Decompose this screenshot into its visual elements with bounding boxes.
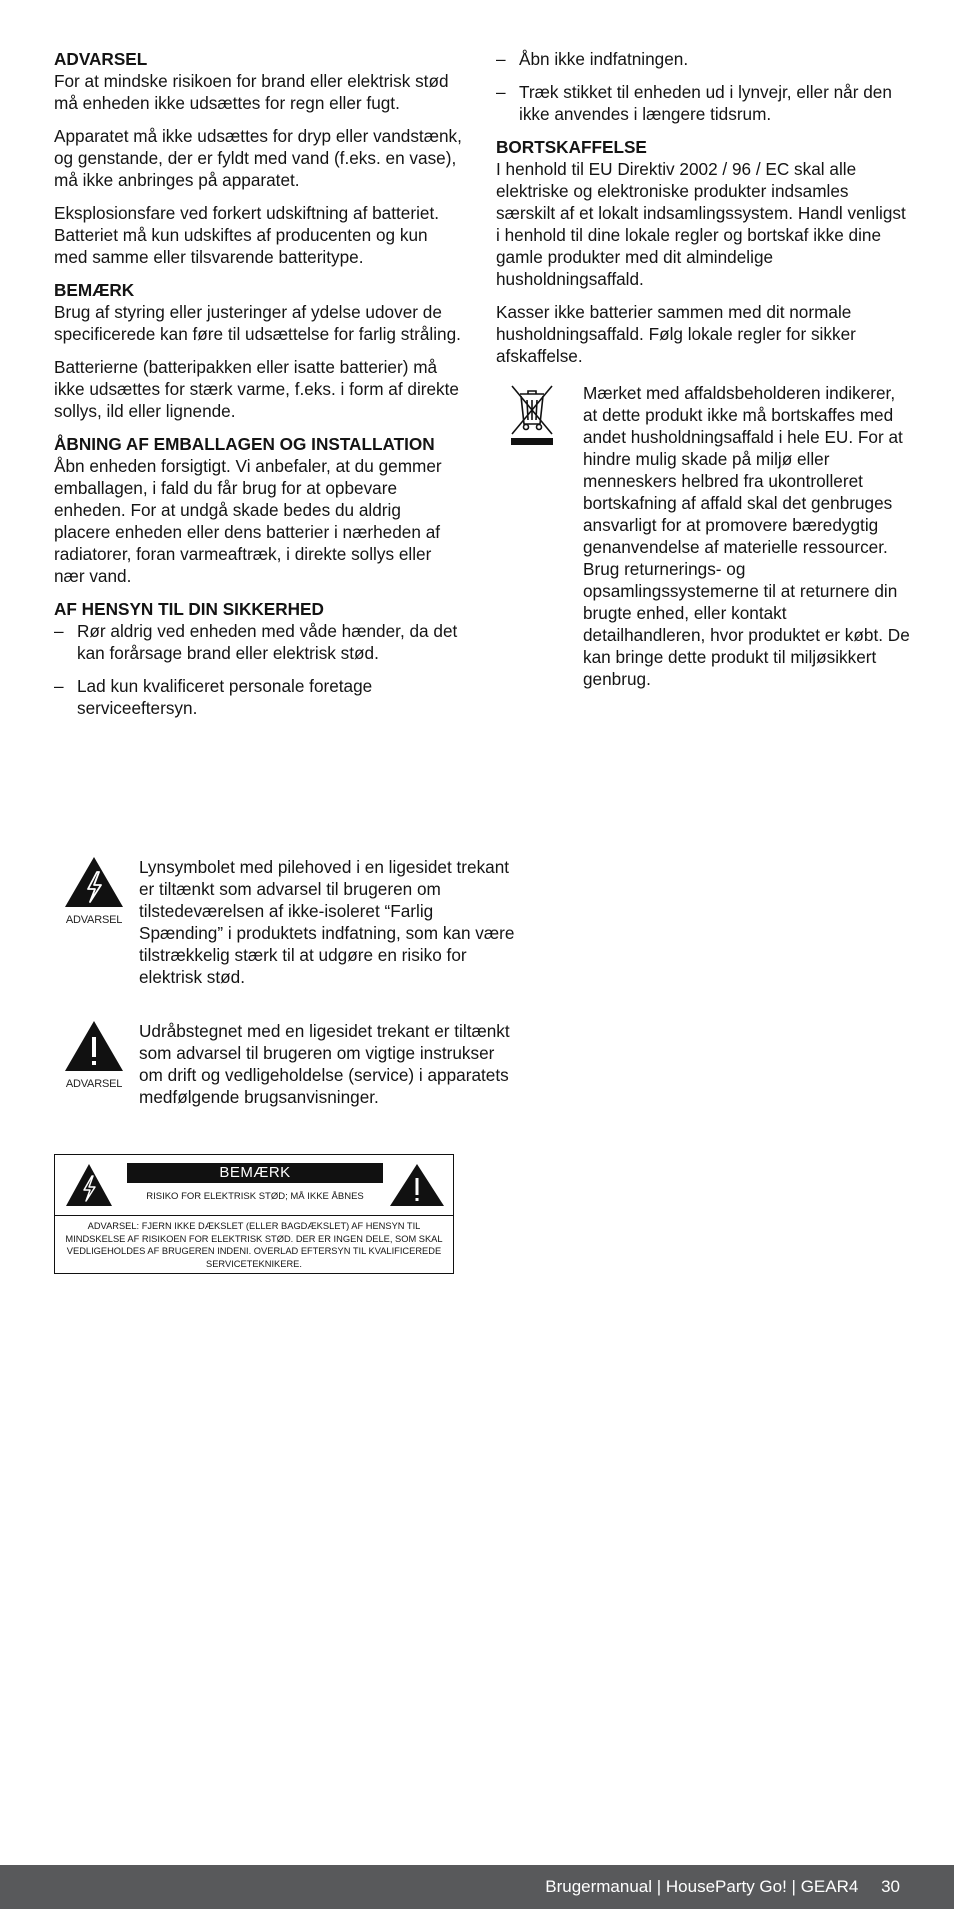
exclamation-warning-caption: ADVARSEL <box>65 1078 123 1090</box>
abning-paragraph: Åbn enheden forsigtigt. Vi anbefaler, at du gemmer emballagen, i fald du får brug for at opbevare enheden. For at undgå skade bedes du aldrig placere enheden eller dens batterier i nærheden af radiatorer, foran varmeaftræk, i direkte sollys eller nær vand. <box>54 456 442 586</box>
bortskaffelse-heading: BORTSKAFFELSE <box>496 137 647 157</box>
exclamation-warning-text: Udråbstegnet med en ligesidet trekant er tiltænkt som advarsel til brugeren om vigtige instrukser om drift og vedligeholdelse (service) i apparatets medfølgende brugsanvisninger. <box>139 1021 510 1107</box>
weee-text: Mærket med affaldsbeholderen indikerer, at dette produkt ikke må bortskaffes med andet husholdningsaffald i hele EU. For at hindre mulig skade på miljø eller menneskers helbred fra ukontrolleret bortskafning af affald skal det genbruges ansvarligt for at promovere bæredygtig genanvendelse af materielle ressourcer. Brug returnerings- og opsamlingssystemerne til at returnere din brugte enhed, eller kontakt detailhandleren, hvor produktet er købt. De kan bringe dette produkt til miljøsikkert genbrug. <box>583 383 910 689</box>
advarsel-paragraph-1: For at mindske risikoen for brand eller elektrisk stød må enheden ikke udsættes for regn eller fugt. <box>54 71 449 113</box>
crossed-out-wheelie-bin-icon <box>508 382 556 451</box>
page-footer <box>0 1865 954 1909</box>
lightning-warning-text: Lynsymbolet med pilehoved i en ligesidet trekant er tiltænkt som advarsel til brugeren om tilstedeværelsen af ikke-isoleret “Farlig Spænding” i produktets indfatning, som kan være tilstrækkelig stærk til at udgøre en risiko for elektrisk stød. <box>139 857 515 987</box>
advarsel-paragraph-2: Apparatet må ikke udsættes for dryp eller vandstænk, og genstande, der er fyldt med vand (f.eks. en vase), må ikke anbringes på apparatet. <box>54 126 462 190</box>
bemaerk-paragraph-1: Brug af styring eller justeringer af ydelse udover de specificerede kan føre til udsættelse for farlig stråling. <box>54 302 461 344</box>
left-column <box>54 48 462 730</box>
bortskaffelse-section <box>496 136 906 367</box>
notice-box-header <box>55 1155 453 1216</box>
notice-box-text: ADVARSEL: FJERN IKKE DÆKSLET (ELLER BAGDÆKSLET) AF HENSYN TIL MINDSKELSE AF RISIKOEN FOR ELEKTRISK STØD. DER ER INGEN DELE, SOM SKAL VEDLIGEHOLDES AF BRUGEREN INDENI. OVERLAD EFTERSYN TIL KVALIFICEREDE SERVICETEKNIKERE. <box>65 1221 443 1269</box>
sikkerhed-heading: AF HENSYN TIL DIN SIKKERHED <box>54 599 324 619</box>
notice-box-title: BEMÆRK <box>127 1163 383 1183</box>
exclamation-warning-icon <box>389 1163 445 1212</box>
notice-box-subtitle: RISIKO FOR ELEKTRISK STØD; MÅ IKKE ÅBNES <box>146 1191 364 1202</box>
lightning-warning-icon <box>62 856 126 927</box>
bemaerk-section <box>54 279 462 422</box>
sikkerhed-section <box>54 598 462 719</box>
footer-content <box>545 1865 900 1909</box>
footer-title: Brugermanual | HouseParty Go! | GEAR4 <box>545 1877 859 1896</box>
right-list-item: – Åbn ikke indfatningen. <box>496 48 906 70</box>
abning-heading: ÅBNING AF EMBALLAGEN OG INSTALLATION <box>54 434 435 454</box>
notice-box <box>54 1154 454 1274</box>
right-list-item: – Træk stikket til enheden ud i lynvejr, eller når den ikke anvendes i længere tidsrum. <box>496 81 906 125</box>
advarsel-section <box>54 48 462 268</box>
lightning-warning-caption: ADVARSEL <box>65 914 123 926</box>
sikkerhed-list-item: – Lad kun kvalificeret personale foretage serviceeftersyn. <box>54 675 462 719</box>
advarsel-paragraph-3: Eksplosionsfare ved forkert udskiftning af batteriet. Batteriet må kun udskiftes af producenten og kun med samme eller tilsvarende batteritype. <box>54 203 440 267</box>
page-number: 30 <box>881 1877 900 1896</box>
bortskaffelse-paragraph-2: Kasser ikke batterier sammen med dit normale husholdningsaffald. Følg lokale regler for sikker afskaffelse. <box>496 302 856 366</box>
bemaerk-paragraph-2: Batterierne (batteripakken eller isatte batterier) må ikke udsættes for stærk varme, f.eks. i form af direkte sollys, ild eller lignende. <box>54 357 459 421</box>
lightning-warning-icon <box>65 1163 113 1212</box>
bortskaffelse-paragraph-1: I henhold til EU Direktiv 2002 / 96 / EC skal alle elektriske og elektroniske produkter indsamles særskilt af et lokalt indsamlingssystem. Handl venligst i henhold til dine lokale regler og bortskaf ikke dine gamle produkter med dit almindelige husholdningsaffald. <box>496 159 906 289</box>
exclamation-warning-icon <box>62 1020 126 1091</box>
abning-section <box>54 433 462 587</box>
bemaerk-heading: BEMÆRK <box>54 280 135 300</box>
sikkerhed-list-item: – Rør aldrig ved enheden med våde hænder, da det kan forårsage brand eller elektrisk stød. <box>54 620 462 664</box>
right-column <box>496 48 906 378</box>
advarsel-heading: ADVARSEL <box>54 49 148 69</box>
